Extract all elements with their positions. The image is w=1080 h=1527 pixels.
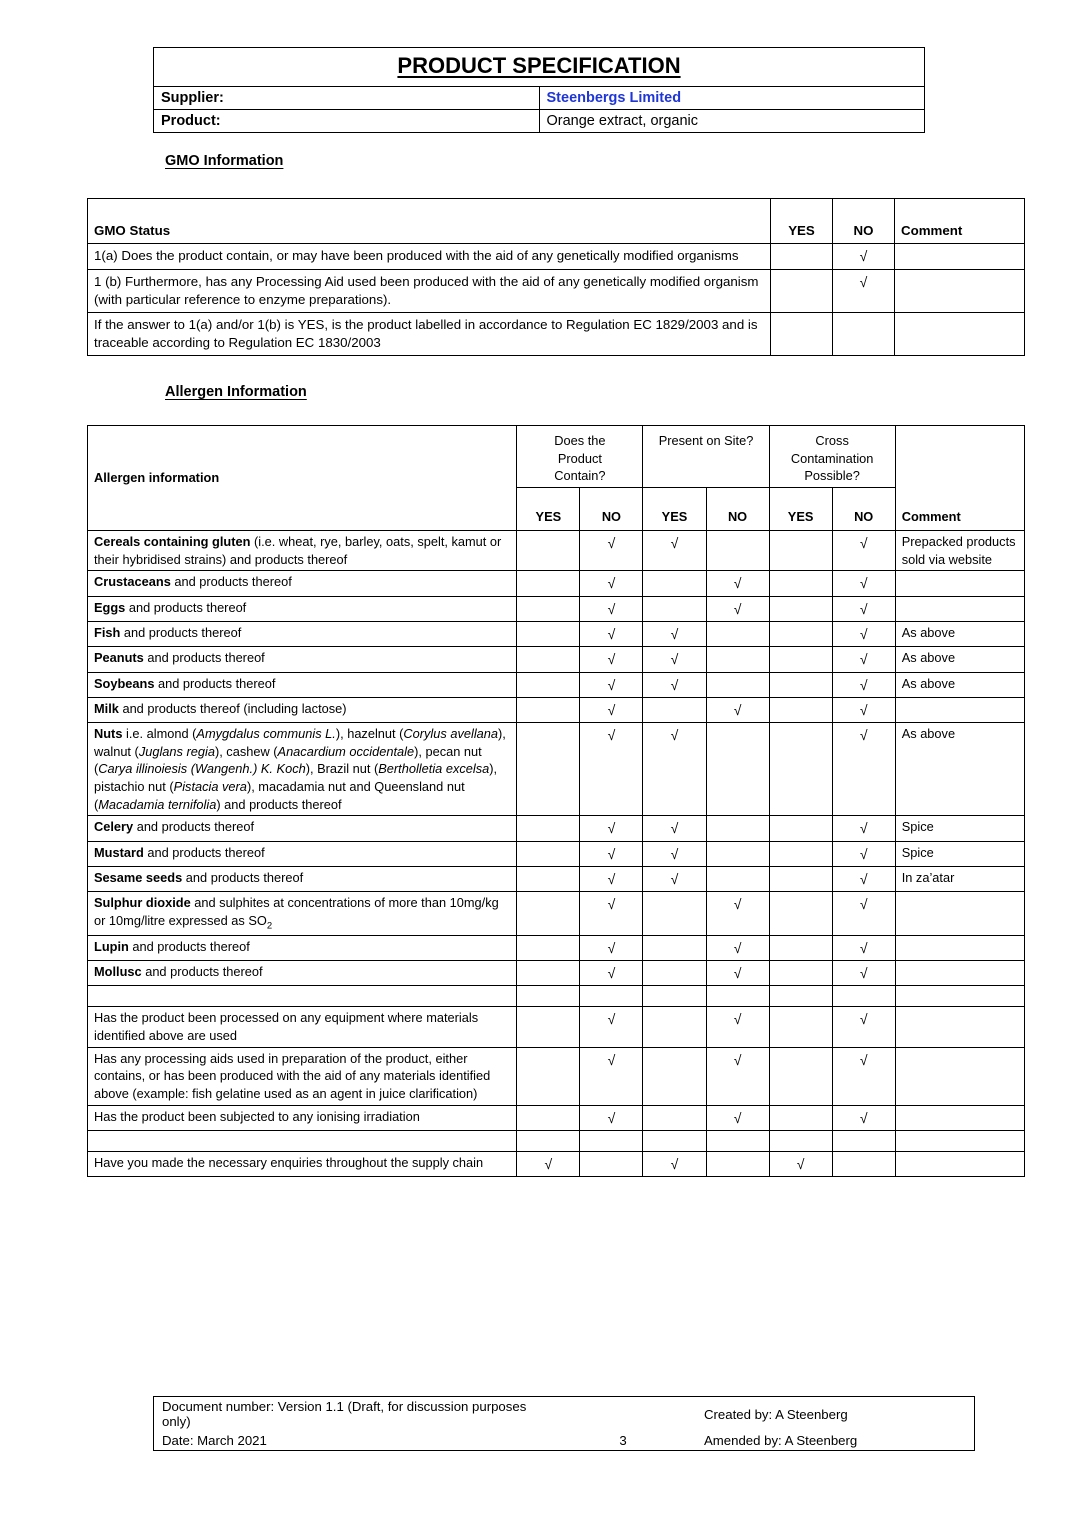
allergen-site-no-1[interactable]: √ bbox=[706, 571, 769, 596]
gmo-col-no: NO bbox=[833, 199, 895, 244]
allergen-site-yes-3[interactable]: √ bbox=[643, 621, 706, 646]
supplier-row bbox=[154, 87, 925, 110]
allergen-spacer-cell bbox=[517, 986, 580, 1007]
allergen-comment-9[interactable]: Spice bbox=[895, 841, 1024, 866]
allergen-site-yes-5[interactable]: √ bbox=[643, 672, 706, 697]
allergen-cross-yes-12[interactable] bbox=[769, 935, 832, 960]
allergen-spacer-cell bbox=[580, 1130, 643, 1151]
allergen-contain-no-19[interactable] bbox=[580, 1151, 643, 1176]
allergen-contain-yes-4[interactable] bbox=[517, 647, 580, 672]
allergen-comment-15[interactable] bbox=[895, 1007, 1024, 1047]
gmo-information-table bbox=[87, 198, 1025, 356]
allergen-cross-no-15[interactable]: √ bbox=[832, 1007, 895, 1047]
supplier-value: Steenbergs Limited bbox=[539, 87, 925, 110]
allergen-subhead-cross-no: NO bbox=[832, 487, 895, 530]
allergen-name-3: Fish and products thereof bbox=[88, 621, 517, 646]
allergen-name-1: Crustaceans and products thereof bbox=[88, 571, 517, 596]
allergen-cross-yes-0[interactable] bbox=[769, 530, 832, 570]
allergen-site-no-3[interactable] bbox=[706, 621, 769, 646]
allergen-name-16: Has any processing aids used in preparation of the product, either contains, or has been produced with the aid of any materials identified above (example: fish gelatine used as an agent in juice clarification) bbox=[88, 1047, 517, 1105]
allergen-site-no-4[interactable] bbox=[706, 647, 769, 672]
allergen-contain-no-2[interactable]: √ bbox=[580, 596, 643, 621]
gmo-comment-2[interactable] bbox=[895, 312, 1025, 355]
allergen-site-yes-16[interactable] bbox=[643, 1047, 706, 1105]
allergen-site-no-19[interactable] bbox=[706, 1151, 769, 1176]
allergen-contain-no-0[interactable]: √ bbox=[580, 530, 643, 570]
allergen-name-0: Cereals containing gluten (i.e. wheat, rye, barley, oats, spelt, kamut or their hybridised strains) and products thereof bbox=[88, 530, 517, 570]
allergen-name-10: Sesame seeds and products thereof bbox=[88, 867, 517, 892]
allergen-cross-no-11[interactable]: √ bbox=[832, 892, 895, 935]
allergen-cross-yes-15[interactable] bbox=[769, 1007, 832, 1047]
footer-amended-by: Amended by: A Steenberg bbox=[696, 1431, 975, 1451]
allergen-spacer-cell bbox=[769, 1130, 832, 1151]
footer-spacer-top bbox=[550, 1397, 696, 1432]
gmo-question-2: If the answer to 1(a) and/or 1(b) is YES, is the product labelled in accordance to Regulation EC 1829/2003 and is traceable according to Regulation EC 1830/2003 bbox=[88, 312, 771, 355]
allergen-comment-5[interactable]: As above bbox=[895, 672, 1024, 697]
allergen-group-contain: Does the Product Contain? bbox=[517, 426, 643, 488]
allergen-cross-no-5[interactable]: √ bbox=[832, 672, 895, 697]
product-row bbox=[154, 110, 925, 133]
allergen-name-6: Milk and products thereof (including lactose) bbox=[88, 697, 517, 722]
allergen-contain-yes-11[interactable] bbox=[517, 892, 580, 935]
allergen-name-15: Has the product been processed on any equipment where materials identified above are used bbox=[88, 1007, 517, 1047]
allergen-contain-no-8[interactable]: √ bbox=[580, 816, 643, 841]
allergen-name-11: Sulphur dioxide and sulphites at concentrations of more than 10mg/kg or 10mg/litre expressed as $SO_2$ bbox=[88, 892, 517, 935]
allergen-site-yes-6[interactable] bbox=[643, 697, 706, 722]
allergen-information-table bbox=[87, 425, 1025, 1177]
allergen-cross-no-7[interactable]: √ bbox=[832, 723, 895, 816]
allergen-site-no-6[interactable]: √ bbox=[706, 697, 769, 722]
gmo-no-1[interactable]: √ bbox=[833, 269, 895, 312]
gmo-section-heading: GMO Information bbox=[165, 153, 284, 169]
allergen-cross-yes-5[interactable] bbox=[769, 672, 832, 697]
allergen-spacer-cell bbox=[832, 986, 895, 1007]
allergen-row bbox=[88, 1047, 1025, 1105]
allergen-comment-16[interactable] bbox=[895, 1047, 1024, 1105]
allergen-cross-no-0[interactable]: √ bbox=[832, 530, 895, 570]
allergen-contain-yes-5[interactable] bbox=[517, 672, 580, 697]
gmo-no-2[interactable] bbox=[833, 312, 895, 355]
allergen-cross-yes-3[interactable] bbox=[769, 621, 832, 646]
allergen-comment-3[interactable]: As above bbox=[895, 621, 1024, 646]
allergen-contain-yes-3[interactable] bbox=[517, 621, 580, 646]
allergen-group-present-on-site: Present on Site? bbox=[643, 426, 769, 488]
allergen-cross-no-4[interactable]: √ bbox=[832, 647, 895, 672]
allergen-name-7: Nuts i.e. almond (Amygdalus communis L.), hazelnut (Corylus avellana), walnut (Juglans regia), cashew (Anacardium occidentale), pecan nut (Carya illinoiesis (Wangenh.) K. Koch), Brazil nut (Bertholletia excelsa), pistachio nut (Pistacia vera), macadamia nut and Queensland nut (Macadamia ternifolia) and products thereof bbox=[88, 723, 517, 816]
allergen-row bbox=[88, 867, 1025, 892]
gmo-col-comment: Comment bbox=[895, 199, 1025, 244]
allergen-section-heading: Allergen Information bbox=[165, 384, 307, 400]
allergen-cross-no-17[interactable]: √ bbox=[832, 1105, 895, 1130]
allergen-row bbox=[88, 961, 1025, 986]
allergen-row bbox=[88, 816, 1025, 841]
gmo-col-yes: YES bbox=[771, 199, 833, 244]
allergen-subhead-contain-no: NO bbox=[580, 487, 643, 530]
allergen-site-yes-1[interactable] bbox=[643, 571, 706, 596]
allergen-contain-yes-0[interactable] bbox=[517, 530, 580, 570]
allergen-cross-yes-1[interactable] bbox=[769, 571, 832, 596]
allergen-contain-no-4[interactable]: √ bbox=[580, 647, 643, 672]
product-spec-header-table bbox=[153, 47, 925, 133]
allergen-contain-yes-19[interactable]: √ bbox=[517, 1151, 580, 1176]
allergen-contain-yes-10[interactable] bbox=[517, 867, 580, 892]
allergen-contain-yes-7[interactable] bbox=[517, 723, 580, 816]
allergen-spacer-cell bbox=[643, 1130, 706, 1151]
allergen-site-no-17[interactable]: √ bbox=[706, 1105, 769, 1130]
allergen-row bbox=[88, 1007, 1025, 1047]
footer-date: Date: March 2021 bbox=[154, 1431, 551, 1451]
allergen-spacer-cell bbox=[88, 986, 517, 1007]
allergen-contain-no-16[interactable]: √ bbox=[580, 1047, 643, 1105]
allergen-site-no-9[interactable] bbox=[706, 841, 769, 866]
allergen-comment-8[interactable]: Spice bbox=[895, 816, 1024, 841]
allergen-spacer-cell bbox=[643, 986, 706, 1007]
allergen-contain-no-1[interactable]: √ bbox=[580, 571, 643, 596]
gmo-yes-0[interactable] bbox=[771, 244, 833, 270]
allergen-name-9: Mustard and products thereof bbox=[88, 841, 517, 866]
allergen-site-no-16[interactable]: √ bbox=[706, 1047, 769, 1105]
allergen-comment-19[interactable] bbox=[895, 1151, 1024, 1176]
allergen-cross-yes-11[interactable] bbox=[769, 892, 832, 935]
gmo-yes-1[interactable] bbox=[771, 269, 833, 312]
allergen-cross-yes-10[interactable] bbox=[769, 867, 832, 892]
allergen-row bbox=[88, 935, 1025, 960]
allergen-site-yes-19[interactable]: √ bbox=[643, 1151, 706, 1176]
allergen-contain-no-5[interactable]: √ bbox=[580, 672, 643, 697]
allergen-contain-no-3[interactable]: √ bbox=[580, 621, 643, 646]
allergen-cross-yes-4[interactable] bbox=[769, 647, 832, 672]
allergen-comment-2[interactable] bbox=[895, 596, 1024, 621]
allergen-cross-no-13[interactable]: √ bbox=[832, 961, 895, 986]
allergen-spacer-row bbox=[88, 986, 1025, 1007]
footer-page-number: 3 bbox=[550, 1431, 696, 1451]
product-label: Product: bbox=[154, 110, 540, 133]
allergen-name-4: Peanuts and products thereof bbox=[88, 647, 517, 672]
title-row bbox=[154, 48, 925, 87]
allergen-cross-yes-8[interactable] bbox=[769, 816, 832, 841]
allergen-site-yes-12[interactable] bbox=[643, 935, 706, 960]
allergen-cross-no-10[interactable]: √ bbox=[832, 867, 895, 892]
allergen-contain-yes-17[interactable] bbox=[517, 1105, 580, 1130]
allergen-contain-no-9[interactable]: √ bbox=[580, 841, 643, 866]
allergen-spacer-cell bbox=[580, 986, 643, 1007]
allergen-comment-11[interactable] bbox=[895, 892, 1024, 935]
allergen-name-17: Has the product been subjected to any ionising irradiation bbox=[88, 1105, 517, 1130]
allergen-cross-no-12[interactable]: √ bbox=[832, 935, 895, 960]
allergen-site-no-10[interactable] bbox=[706, 867, 769, 892]
allergen-contain-yes-12[interactable] bbox=[517, 935, 580, 960]
gmo-col-status: GMO Status bbox=[88, 199, 771, 244]
allergen-contain-no-6[interactable]: √ bbox=[580, 697, 643, 722]
allergen-cross-no-2[interactable]: √ bbox=[832, 596, 895, 621]
allergen-comment-6[interactable] bbox=[895, 697, 1024, 722]
allergen-cross-yes-7[interactable] bbox=[769, 723, 832, 816]
allergen-site-yes-2[interactable] bbox=[643, 596, 706, 621]
allergen-contain-no-11[interactable]: √ bbox=[580, 892, 643, 935]
gmo-comment-0[interactable] bbox=[895, 244, 1025, 270]
allergen-name-8: Celery and products thereof bbox=[88, 816, 517, 841]
gmo-question-1: 1 (b) Furthermore, has any Processing Aid used been produced with the aid of any genetically modified organism (with particular reference to enzyme preparations). bbox=[88, 269, 771, 312]
allergen-subhead-contain-yes: YES bbox=[517, 487, 580, 530]
allergen-cross-yes-16[interactable] bbox=[769, 1047, 832, 1105]
footer-row-top bbox=[154, 1397, 975, 1432]
allergen-row bbox=[88, 697, 1025, 722]
allergen-spacer-cell bbox=[769, 986, 832, 1007]
gmo-yes-2[interactable] bbox=[771, 312, 833, 355]
allergen-comment-10[interactable]: In za’atar bbox=[895, 867, 1024, 892]
allergen-cross-yes-6[interactable] bbox=[769, 697, 832, 722]
allergen-site-yes-10[interactable]: √ bbox=[643, 867, 706, 892]
allergen-cross-yes-9[interactable] bbox=[769, 841, 832, 866]
allergen-group-cross-contamination: Cross Contamination Possible? bbox=[769, 426, 895, 488]
allergen-row bbox=[88, 672, 1025, 697]
product-value: Orange extract, organic bbox=[539, 110, 925, 133]
allergen-contain-yes-13[interactable] bbox=[517, 961, 580, 986]
allergen-site-no-0[interactable] bbox=[706, 530, 769, 570]
allergen-cross-no-16[interactable]: √ bbox=[832, 1047, 895, 1105]
allergen-site-no-7[interactable] bbox=[706, 723, 769, 816]
allergen-cross-yes-19[interactable]: √ bbox=[769, 1151, 832, 1176]
allergen-comment-7[interactable]: As above bbox=[895, 723, 1024, 816]
allergen-comment-13[interactable] bbox=[895, 961, 1024, 986]
allergen-cross-no-8[interactable]: √ bbox=[832, 816, 895, 841]
allergen-row bbox=[88, 530, 1025, 570]
allergen-comment-4[interactable]: As above bbox=[895, 647, 1024, 672]
gmo-question-0: 1(a) Does the product contain, or may have been produced with the aid of any genetically modified organisms bbox=[88, 244, 771, 270]
allergen-subhead-site-yes: YES bbox=[643, 487, 706, 530]
allergen-site-yes-15[interactable] bbox=[643, 1007, 706, 1047]
allergen-name-13: Mollusc and products thereof bbox=[88, 961, 517, 986]
gmo-no-0[interactable]: √ bbox=[833, 244, 895, 270]
allergen-site-yes-8[interactable]: √ bbox=[643, 816, 706, 841]
allergen-spacer-cell bbox=[706, 986, 769, 1007]
gmo-row bbox=[88, 244, 1025, 270]
allergen-row bbox=[88, 1151, 1025, 1176]
allergen-contain-no-7[interactable]: √ bbox=[580, 723, 643, 816]
allergen-spacer-cell bbox=[88, 1130, 517, 1151]
allergen-row bbox=[88, 621, 1025, 646]
footer-row-bottom bbox=[154, 1431, 975, 1451]
allergen-spacer-cell bbox=[517, 1130, 580, 1151]
allergen-comment-12[interactable] bbox=[895, 935, 1024, 960]
allergen-name-19: Have you made the necessary enquiries throughout the supply chain bbox=[88, 1151, 517, 1176]
allergen-site-yes-0[interactable]: √ bbox=[643, 530, 706, 570]
allergen-group-header-row bbox=[88, 426, 1025, 488]
allergen-contain-yes-8[interactable] bbox=[517, 816, 580, 841]
allergen-row bbox=[88, 596, 1025, 621]
allergen-site-yes-9[interactable]: √ bbox=[643, 841, 706, 866]
allergen-site-yes-17[interactable] bbox=[643, 1105, 706, 1130]
allergen-contain-yes-2[interactable] bbox=[517, 596, 580, 621]
allergen-name-2: Eggs and products thereof bbox=[88, 596, 517, 621]
allergen-site-yes-11[interactable] bbox=[643, 892, 706, 935]
gmo-header-row bbox=[88, 199, 1025, 244]
allergen-site-yes-4[interactable]: √ bbox=[643, 647, 706, 672]
allergen-row bbox=[88, 1105, 1025, 1130]
document-title: PRODUCT SPECIFICATION bbox=[154, 48, 925, 87]
allergen-spacer-cell bbox=[832, 1130, 895, 1151]
document-footer-table bbox=[153, 1396, 975, 1451]
allergen-spacer-row bbox=[88, 1130, 1025, 1151]
allergen-contain-yes-9[interactable] bbox=[517, 841, 580, 866]
allergen-contain-yes-6[interactable] bbox=[517, 697, 580, 722]
allergen-site-yes-13[interactable] bbox=[643, 961, 706, 986]
allergen-spacer-cell bbox=[895, 986, 1024, 1007]
allergen-row bbox=[88, 723, 1025, 816]
allergen-cross-yes-17[interactable] bbox=[769, 1105, 832, 1130]
allergen-row bbox=[88, 571, 1025, 596]
allergen-contain-yes-15[interactable] bbox=[517, 1007, 580, 1047]
allergen-cross-no-6[interactable]: √ bbox=[832, 697, 895, 722]
allergen-site-no-8[interactable] bbox=[706, 816, 769, 841]
gmo-row bbox=[88, 312, 1025, 355]
allergen-name-5: Soybeans and products thereof bbox=[88, 672, 517, 697]
allergen-site-no-13[interactable]: √ bbox=[706, 961, 769, 986]
supplier-label: Supplier: bbox=[154, 87, 540, 110]
gmo-comment-1[interactable] bbox=[895, 269, 1025, 312]
allergen-cross-no-19[interactable] bbox=[832, 1151, 895, 1176]
allergen-site-no-5[interactable] bbox=[706, 672, 769, 697]
allergen-contain-no-17[interactable]: √ bbox=[580, 1105, 643, 1130]
allergen-site-no-12[interactable]: √ bbox=[706, 935, 769, 960]
allergen-contain-yes-16[interactable] bbox=[517, 1047, 580, 1105]
allergen-cross-no-3[interactable]: √ bbox=[832, 621, 895, 646]
allergen-contain-no-15[interactable]: √ bbox=[580, 1007, 643, 1047]
allergen-site-no-11[interactable]: √ bbox=[706, 892, 769, 935]
allergen-name-12: Lupin and products thereof bbox=[88, 935, 517, 960]
allergen-site-yes-7[interactable]: √ bbox=[643, 723, 706, 816]
allergen-site-no-15[interactable]: √ bbox=[706, 1007, 769, 1047]
allergen-col-name: Allergen information bbox=[88, 426, 517, 531]
gmo-row bbox=[88, 269, 1025, 312]
footer-created-by: Created by: A Steenberg bbox=[696, 1397, 975, 1432]
allergen-subhead-site-no: NO bbox=[706, 487, 769, 530]
allergen-row bbox=[88, 647, 1025, 672]
footer-document-number: Document number: Version 1.1 (Draft, for discussion purposes only) bbox=[154, 1397, 551, 1432]
allergen-cross-no-9[interactable]: √ bbox=[832, 841, 895, 866]
allergen-row bbox=[88, 841, 1025, 866]
allergen-contain-no-10[interactable]: √ bbox=[580, 867, 643, 892]
allergen-comment-1[interactable] bbox=[895, 571, 1024, 596]
allergen-col-comment-wrap: Comment bbox=[895, 426, 1024, 531]
allergen-spacer-cell bbox=[706, 1130, 769, 1151]
allergen-row bbox=[88, 892, 1025, 935]
allergen-cross-no-1[interactable]: √ bbox=[832, 571, 895, 596]
allergen-comment-17[interactable] bbox=[895, 1105, 1024, 1130]
allergen-contain-no-13[interactable]: √ bbox=[580, 961, 643, 986]
allergen-site-no-2[interactable]: √ bbox=[706, 596, 769, 621]
allergen-comment-0[interactable]: Prepacked products sold via website bbox=[895, 530, 1024, 570]
allergen-contain-no-12[interactable]: √ bbox=[580, 935, 643, 960]
allergen-contain-yes-1[interactable] bbox=[517, 571, 580, 596]
allergen-subhead-cross-yes: YES bbox=[769, 487, 832, 530]
allergen-cross-yes-2[interactable] bbox=[769, 596, 832, 621]
allergen-cross-yes-13[interactable] bbox=[769, 961, 832, 986]
allergen-spacer-cell bbox=[895, 1130, 1024, 1151]
